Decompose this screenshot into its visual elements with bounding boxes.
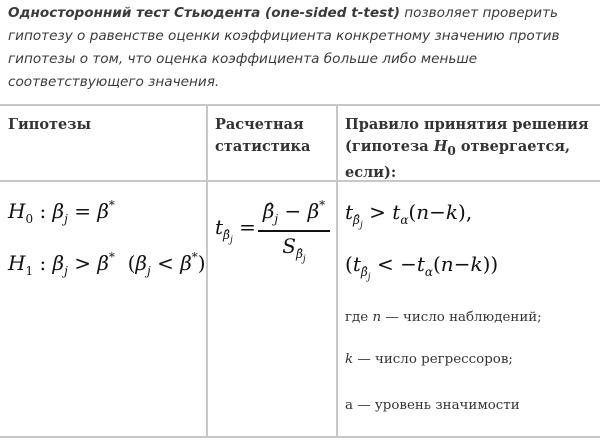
header-statistic-line1: Расчетная — [215, 116, 304, 133]
header-rule-line1: Правило принятия решения — [345, 116, 589, 133]
note-alpha-text: a — уровень значимости — [345, 398, 520, 413]
header-statistic-line2: статистика — [215, 138, 311, 155]
header-statistic — [215, 114, 310, 158]
column-divider-2 — [336, 106, 338, 436]
table-top-rule — [0, 104, 600, 106]
header-rule-line3: если): — [345, 163, 397, 181]
header-hypotheses — [8, 114, 91, 136]
formula-t-statistic-fraction — [258, 198, 330, 264]
formula-t-statistic-lhs: $t_{\betâ_j}$ = — [215, 215, 256, 246]
formula-rule-greater: $t_{\betâ_j} > t_\alpha(n-k)$, — [345, 200, 473, 231]
fraction-denominator: $S_{\betâ_j}$ — [282, 233, 306, 264]
note-alpha — [345, 398, 520, 413]
formula-h1: $H_1$ : $\beta_j > \beta^*$ $(\beta_j < \beta^*)$ — [8, 250, 206, 278]
header-decision-rule — [345, 114, 589, 184]
header-hypotheses-label: Гипотезы — [8, 116, 92, 133]
header-rule-pre: (гипотеза — [345, 138, 434, 155]
note-n: где n — число наблюдений; — [345, 310, 542, 325]
fraction-numerator: $\betâ_j - \beta^*$ — [262, 198, 326, 226]
intro-text: позволяет проверить гипотезу о равенстве оценки коэффициента конкретному значению против гипотезы о том, что оценка коэффициента больше либо меньше соответствующего значения. — [8, 5, 560, 90]
note-k-var: k — [345, 352, 354, 367]
formula-h0: $H_0$ : $\beta_j = \beta^*$ — [8, 198, 115, 226]
intro-paragraph — [8, 2, 596, 94]
note-n-text: — число наблюдений; — [381, 310, 542, 325]
header-rule-h: H — [433, 138, 448, 155]
formula-rule-less: $(t_{\betâ_j} < -t_\alpha(n-k))$ — [345, 252, 499, 283]
header-rule-line2 — [345, 136, 589, 162]
note-n-var: n — [372, 310, 382, 325]
header-rule-h-sub: 0 — [447, 143, 456, 158]
note-k-text: — число регрессоров; — [353, 352, 513, 367]
note-k — [345, 352, 513, 367]
intro-title: Односторонний тест Стьюдента (one-sided t-test) — [8, 5, 400, 21]
column-divider-1 — [206, 106, 208, 436]
table-bottom-rule — [0, 436, 600, 438]
header-rule-post: отвергается, — [455, 138, 571, 155]
fraction-bar — [258, 230, 330, 232]
